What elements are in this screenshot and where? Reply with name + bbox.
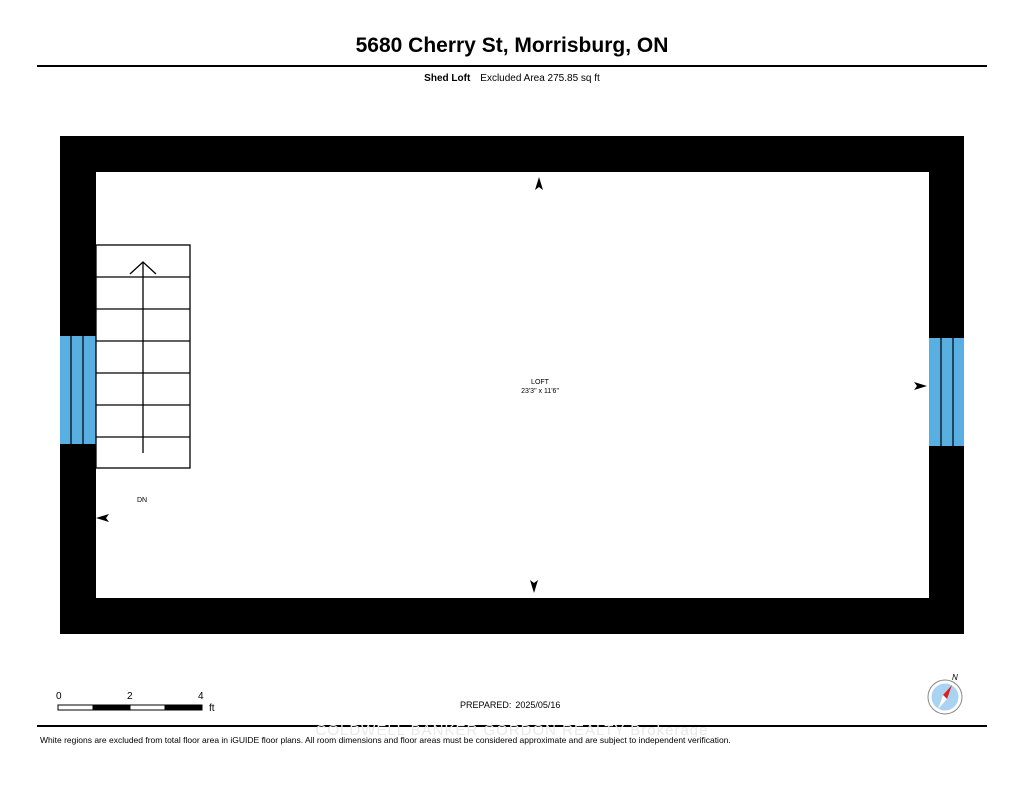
room-label xyxy=(490,378,590,396)
scale-unit: ft xyxy=(209,703,215,714)
prepared-value: 2025/05/16 xyxy=(515,700,561,710)
scale-bar xyxy=(58,705,202,710)
scale-tick-2: 2 xyxy=(127,691,133,702)
window-left xyxy=(60,336,96,444)
prepared-label: PREPARED: xyxy=(460,700,512,710)
section-name: Shed Loft xyxy=(424,73,471,84)
scale-tick-4: 4 xyxy=(198,691,204,702)
footer-disclaimer: White regions are excluded from total floor area in iGUIDE floor plans. All room dimensions and floor areas must be considered approximate and are subject to independent verification. xyxy=(40,735,731,745)
compass-icon xyxy=(925,672,969,716)
area-text: Excluded Area 275.85 sq ft xyxy=(480,73,600,84)
room-dimensions: 23'3" x 11'6" xyxy=(521,388,559,395)
stairs-down-label: DN xyxy=(137,497,148,504)
watermark: COLDWELL BANKER GORDON REALTY Brokerage xyxy=(315,722,709,739)
room-name: LOFT xyxy=(531,379,549,386)
compass-north-label: N xyxy=(952,673,958,682)
prepared-date xyxy=(460,700,560,710)
window-right xyxy=(929,338,964,446)
page-title: 5680 Cherry St, Morrisburg, ON xyxy=(355,34,669,57)
scale-tick-0: 0 xyxy=(56,691,62,702)
